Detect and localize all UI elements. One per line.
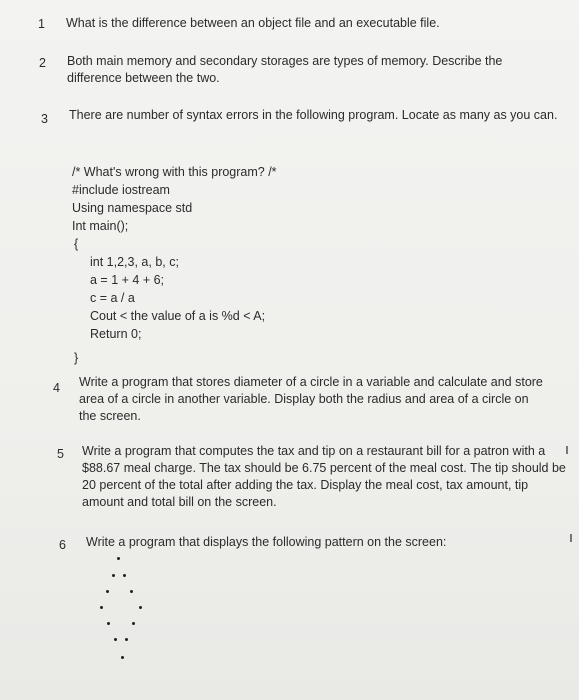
pattern-dot xyxy=(130,590,133,593)
code-line: Using namespace std xyxy=(72,201,193,215)
code-line: Cout < the value of a is %d < A; xyxy=(90,309,266,323)
code-line: Return 0; xyxy=(90,327,142,341)
code-line: a = 1 + 4 + 6; xyxy=(90,273,165,287)
question-2-text: Both main memory and secondary storages are types of memory. Describe the difference between the two. xyxy=(67,54,503,85)
code-line: #include iostream xyxy=(72,183,170,197)
question-3-text: There are number of syntax errors in the following program. Locate as many as you can. xyxy=(69,108,558,122)
code-line: } xyxy=(74,351,79,365)
pattern-dot xyxy=(121,656,124,659)
code-line: c = a / a xyxy=(90,291,135,305)
pattern-dot xyxy=(114,638,117,641)
question-5-text: Write a program that computes the tax and tip on a restaurant bill for a patron with a $88.67 meal charge. The tax should be 6.75 percent of the meal cost. The tip should be 20 percent of the total after adding the tax. Display the meal cost, tax amount, tip amount and total bill on the screen. xyxy=(82,444,566,509)
question-number-4: 4 xyxy=(53,381,60,395)
question-number-2: 2 xyxy=(39,56,46,70)
code-block xyxy=(72,163,277,367)
pattern-dot xyxy=(132,622,135,625)
question-4-text: Write a program that stores diameter of a circle in a variable and calculate and store area of a circle in another variable. Display both the radius and area of a circle on the screen. xyxy=(79,375,543,423)
pattern-dot xyxy=(125,638,128,641)
code-line: /* What's wrong with this program? /* xyxy=(72,165,277,179)
question-number-5: 5 xyxy=(57,447,64,461)
pattern-dot xyxy=(106,590,109,593)
code-line: { xyxy=(74,237,79,251)
pattern-dot xyxy=(139,606,142,609)
pattern-dot xyxy=(107,622,110,625)
question-number-1: 1 xyxy=(38,17,45,31)
code-line: int 1,2,3, a, b, c; xyxy=(90,255,179,269)
code-line: Int main(); xyxy=(72,219,129,233)
question-number-6: 6 xyxy=(59,538,66,552)
page-edge-mark xyxy=(570,534,572,542)
question-1-text: What is the difference between an object file and an executable file. xyxy=(66,16,440,30)
pattern-dot xyxy=(100,606,103,609)
page-edge-mark xyxy=(566,446,568,454)
question-6-text: Write a program that displays the following pattern on the screen: xyxy=(86,535,447,549)
pattern-dot xyxy=(117,557,120,560)
pattern-dot xyxy=(123,574,126,577)
question-number-3: 3 xyxy=(41,112,48,126)
pattern-dot xyxy=(112,574,115,577)
